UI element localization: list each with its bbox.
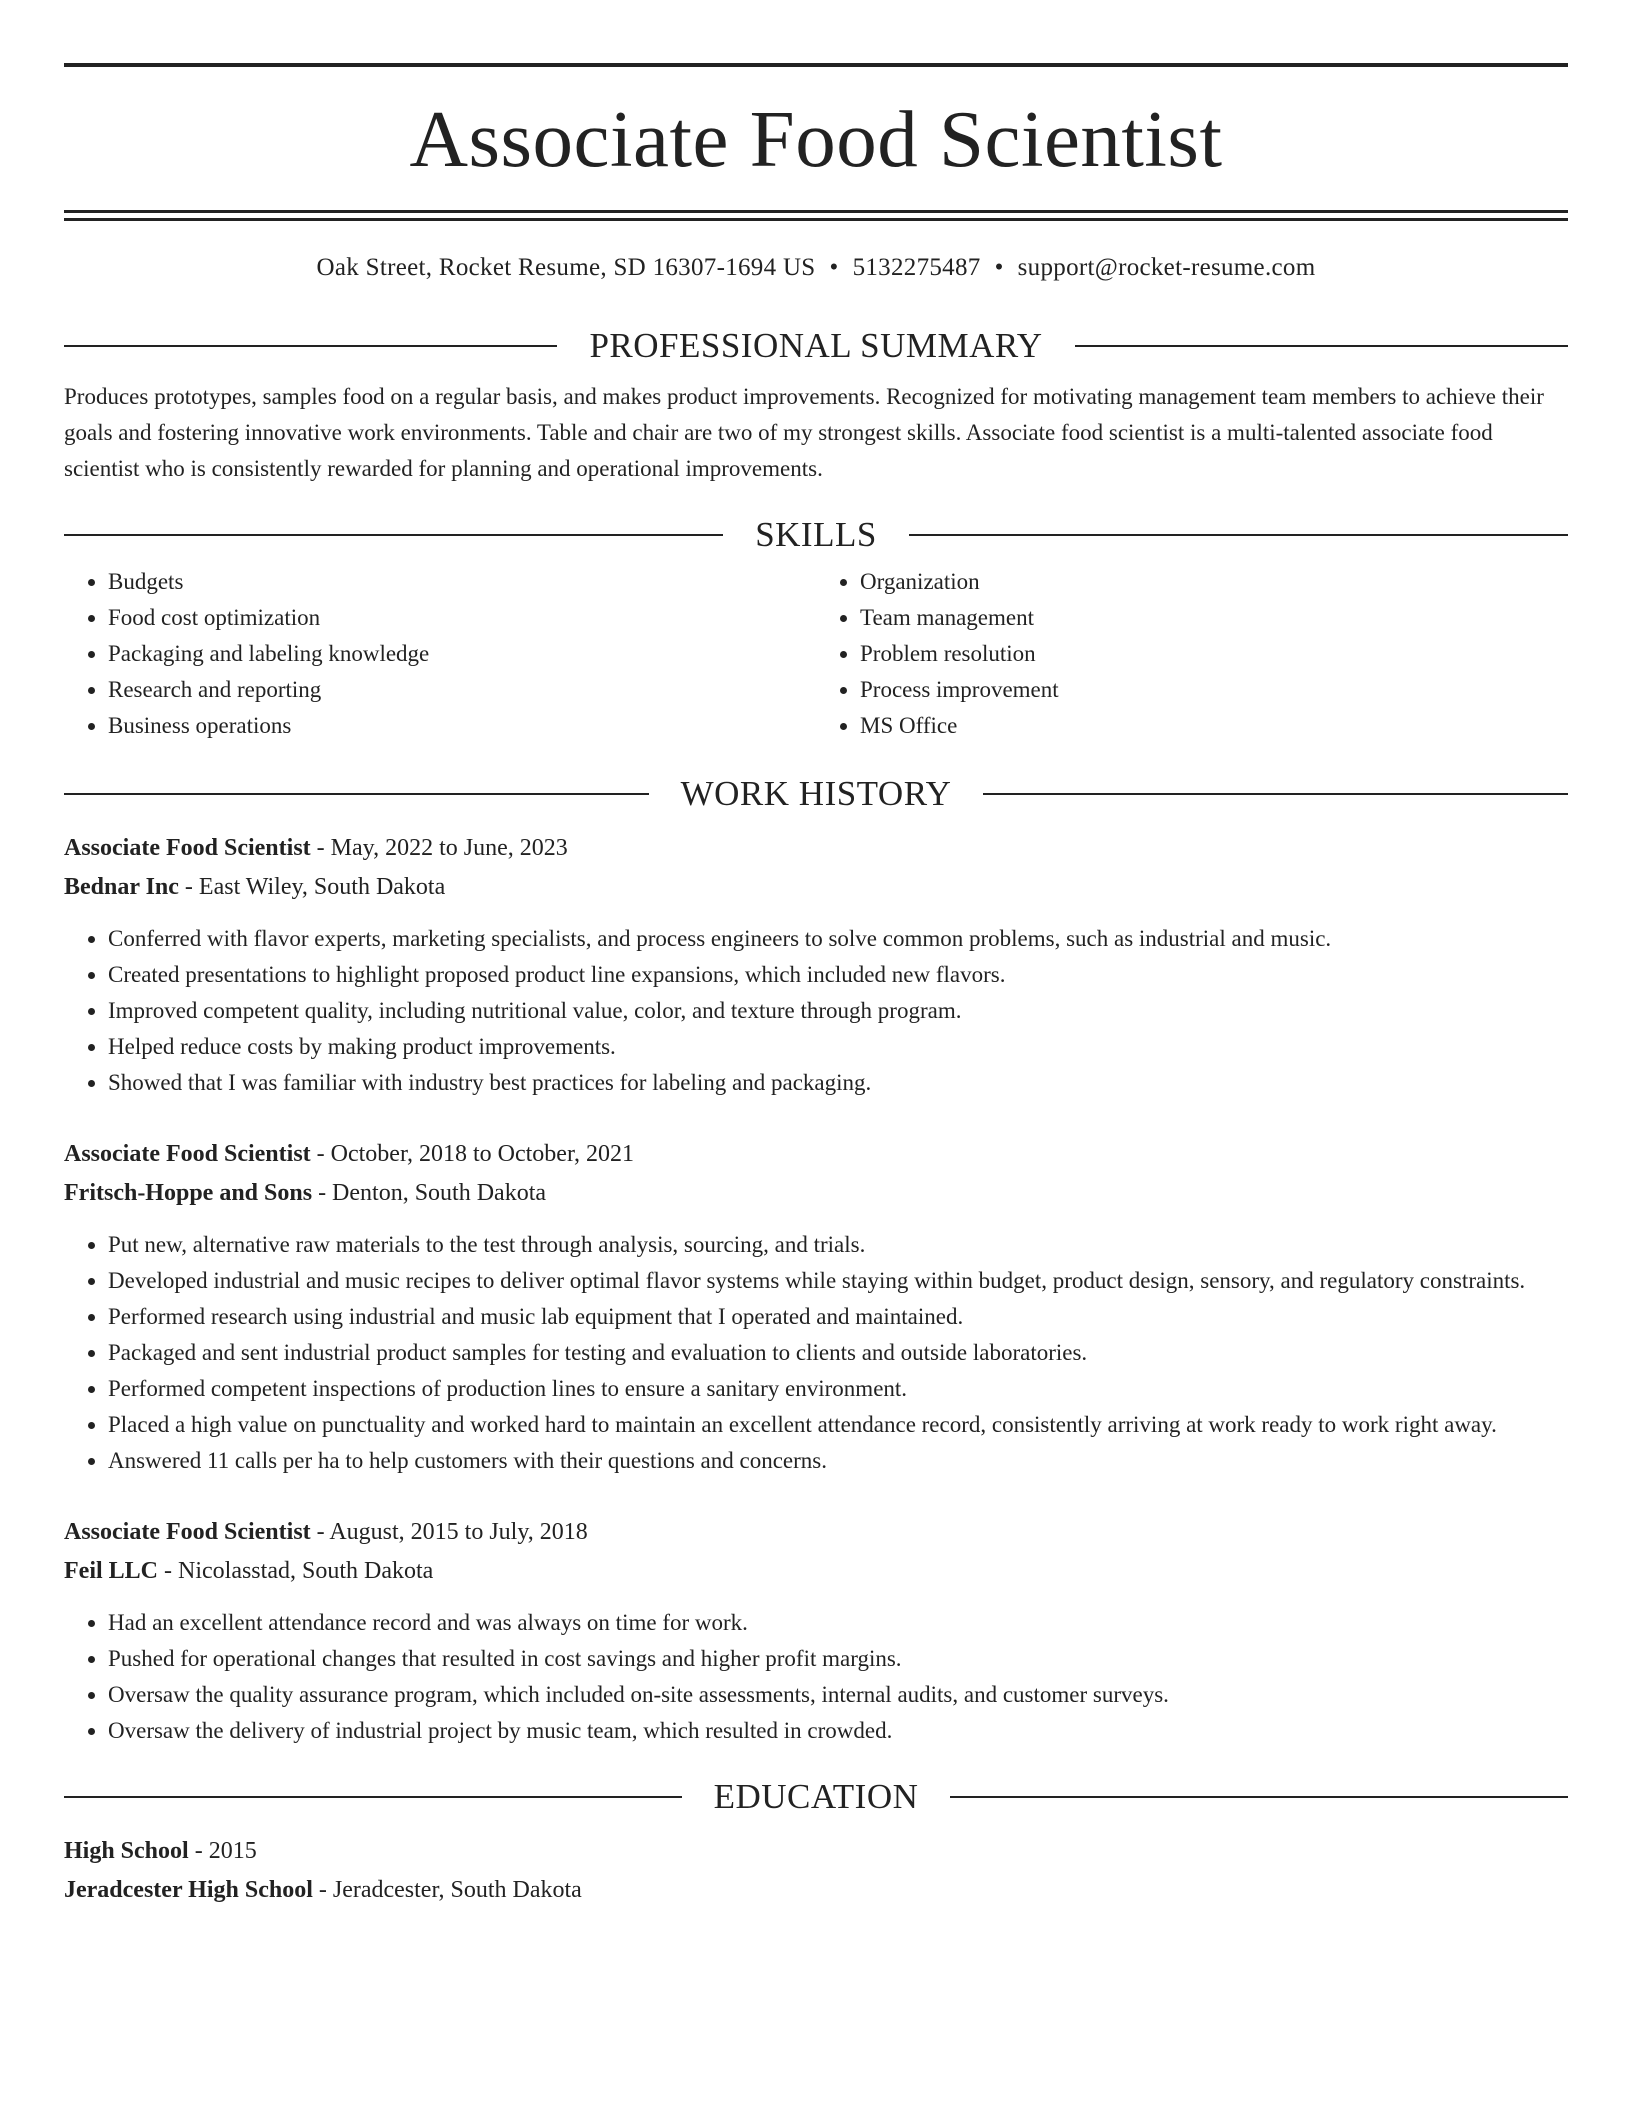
job-title: Associate Food Scientist [64, 835, 311, 861]
contact-separator: • [994, 254, 1004, 281]
education-location: - Jeradcester, South Dakota [312, 1877, 582, 1903]
education-entry [64, 1832, 1568, 1910]
job-location: - East Wiley, South Dakota [178, 874, 446, 900]
job-bullet: • Created presentations to highlight proposed product line expansions, which included new flavors. [108, 957, 1568, 993]
job-bullet: • Conferred with flavor experts, marketing specialists, and process engineers to solve common problems, such as industrial and music. [108, 921, 1568, 957]
job-bullet: • Performed competent inspections of production lines to ensure a sanitary environment. [108, 1371, 1568, 1407]
job-bullet: • Showed that I was familiar with industry best practices for labeling and packaging. [108, 1065, 1568, 1101]
job-company-line [64, 868, 1568, 907]
skill-item: • Business operations [108, 708, 816, 744]
skill-item: • Team management [860, 600, 1568, 636]
top-rule [64, 63, 1568, 67]
heading-rule [64, 793, 649, 795]
heading-rule [1075, 345, 1568, 347]
job-entry [64, 1135, 1568, 1479]
job-company-line [64, 1552, 1568, 1591]
work-title: WORK HISTORY [680, 774, 952, 813]
education-title: EDUCATION [713, 1777, 919, 1816]
job-bullet: • Pushed for operational changes that resulted in cost savings and higher profit margins. [108, 1641, 1568, 1677]
job-title-line [64, 1135, 1568, 1174]
job-title: Associate Food Scientist [64, 1141, 311, 1167]
skill-item: • Budgets [108, 564, 816, 600]
skill-item: • Research and reporting [108, 672, 816, 708]
job-bullet: • Oversaw the delivery of industrial project by music team, which resulted in crowded. [108, 1713, 1568, 1749]
job-bullets [64, 1605, 1568, 1749]
heading-rule [950, 1796, 1568, 1798]
job-bullet: • Helped reduce costs by making product improvements. [108, 1029, 1568, 1065]
heading-rule [983, 793, 1568, 795]
skills-list [64, 564, 1568, 744]
resume-name: Associate Food Scientist [409, 94, 1223, 184]
skills-column-left [64, 564, 816, 744]
job-company: Fritsch-Hoppe and Sons [64, 1180, 313, 1206]
summary-text: Produces prototypes, samples food on a regular basis, and makes product improvements. Recognized for motivating management team members to achieve their goals and fostering innovative work environments. Table and chair are two of my strongest skills. Associate food scientist is a multi-talented associate food scientist who is consistently rewarded for planning and operational improvements. [64, 384, 1544, 481]
skill-item: • Process improvement [860, 672, 1568, 708]
job-bullet: • Put new, alternative raw materials to the test through analysis, sourcing, and trials. [108, 1227, 1568, 1263]
education-year: - 2015 [188, 1838, 257, 1864]
education-school: Jeradcester High School [64, 1877, 313, 1903]
education-heading [64, 1779, 1568, 1814]
contact-address: Oak Street, Rocket Resume, SD 16307-1694 US [316, 254, 816, 281]
job-entry [64, 829, 1568, 1101]
job-bullets [64, 1227, 1568, 1479]
job-title-line [64, 1513, 1568, 1552]
job-bullet: • Developed industrial and music recipes to deliver optimal flavor systems while staying within budget, product design, sensory, and regulatory constraints. [108, 1263, 1568, 1299]
job-company-line [64, 1174, 1568, 1213]
job-bullet: • Had an excellent attendance record and was always on time for work. [108, 1605, 1568, 1641]
education-degree-line [64, 1832, 1568, 1871]
contact-phone: 5132275487 [852, 254, 981, 281]
job-bullets [64, 921, 1568, 1101]
contact-separator: • [829, 254, 839, 281]
job-bullet: • Packaged and sent industrial product samples for testing and evaluation to clients and outside laboratories. [108, 1335, 1568, 1371]
education-degree: High School [64, 1838, 189, 1864]
job-bullet: • Oversaw the quality assurance program, which included on-site assessments, internal audits, and customer surveys. [108, 1677, 1568, 1713]
skill-item: • Problem resolution [860, 636, 1568, 672]
education-school-line [64, 1871, 1568, 1910]
double-rule [64, 210, 1568, 221]
job-company: Feil LLC [64, 1558, 158, 1584]
skills-heading [64, 517, 1568, 552]
skills-column-right [816, 564, 1568, 744]
heading-rule [64, 1796, 682, 1798]
job-location: - Nicolasstad, South Dakota [158, 1558, 434, 1584]
skill-item: • MS Office [860, 708, 1568, 744]
summary-heading [64, 328, 1568, 363]
skills-title: SKILLS [755, 515, 877, 554]
job-dates: - May, 2022 to June, 2023 [310, 835, 568, 861]
resume-page [64, 0, 1568, 1910]
heading-rule [64, 345, 557, 347]
job-location: - Denton, South Dakota [312, 1180, 547, 1206]
job-title: Associate Food Scientist [64, 1519, 311, 1545]
contact-line [64, 254, 1568, 282]
job-dates: - October, 2018 to October, 2021 [310, 1141, 634, 1167]
job-bullet: • Answered 11 calls per ha to help customers with their questions and concerns. [108, 1443, 1568, 1479]
skill-item: • Packaging and labeling knowledge [108, 636, 816, 672]
summary-title: PROFESSIONAL SUMMARY [589, 326, 1043, 365]
job-company: Bednar Inc [64, 874, 179, 900]
heading-rule [909, 534, 1568, 536]
job-dates: - August, 2015 to July, 2018 [310, 1519, 588, 1545]
job-entry [64, 1513, 1568, 1749]
job-bullet: • Placed a high value on punctuality and worked hard to maintain an excellent attendance record, consistently arriving at work ready to work right away. [108, 1407, 1568, 1443]
contact-email: support@rocket-resume.com [1017, 254, 1316, 281]
work-heading [64, 776, 1568, 811]
job-title-line [64, 829, 1568, 868]
job-bullet: • Performed research using industrial and music lab equipment that I operated and maintained. [108, 1299, 1568, 1335]
job-bullet: • Improved competent quality, including nutritional value, color, and texture through program. [108, 993, 1568, 1029]
skill-item: • Food cost optimization [108, 600, 816, 636]
heading-rule [64, 534, 723, 536]
skill-item: • Organization [860, 564, 1568, 600]
